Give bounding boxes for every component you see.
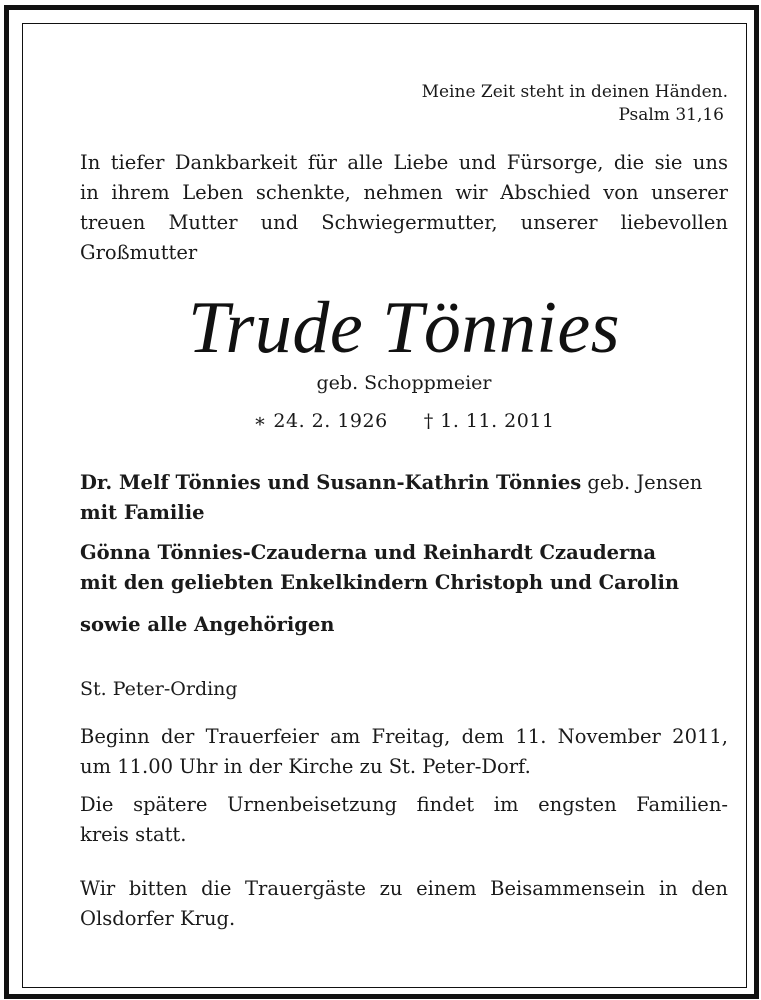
- family-maiden-1: geb. Jensen: [581, 471, 703, 494]
- family-suffix-1: mit Familie: [80, 501, 205, 524]
- family-relatives: sowie alle Angehörigen: [80, 613, 335, 636]
- verse-text: Meine Zeit steht in deinen Händen.: [421, 82, 728, 102]
- intro-line: Großmutter: [80, 241, 198, 264]
- maiden-name: geb. Schoppmeier: [316, 372, 492, 394]
- family-group-3: [80, 610, 728, 640]
- verse-reference: Psalm 31,16: [618, 105, 724, 125]
- place: St. Peter-Ording: [80, 678, 238, 700]
- family-group-2: [80, 538, 728, 598]
- gathering-info: [80, 874, 728, 934]
- intro-line: In tiefer Dankbarkeit für alle Liebe und Fürsorge, die sie uns: [80, 151, 728, 174]
- gathering-line: Wir bitten die Trauergäste zu einem Beisammensein in den: [80, 877, 728, 900]
- birth-date: ∗ 24. 2. 1926: [253, 410, 388, 432]
- service-line: Beginn der Trauerfeier am Freitag, dem 11. November 2011,: [80, 725, 728, 748]
- family-names-1: Dr. Melf Tönnies und Susann-Kathrin Tönnies: [80, 471, 582, 494]
- family-group-1: [80, 468, 728, 528]
- gathering-line: Olsdorfer Krug.: [80, 907, 236, 930]
- urn-info: [80, 790, 728, 850]
- death-date: † 1. 11. 2011: [423, 410, 555, 432]
- intro-paragraph: [80, 148, 728, 268]
- intro-line: in ihrem Leben schenkte, nehmen wir Abschied von unserer: [80, 181, 728, 204]
- life-dates: [80, 410, 728, 432]
- obituary-content: [80, 44, 728, 934]
- service-line: um 11.00 Uhr in der Kirche zu St. Peter-Dorf.: [80, 755, 531, 778]
- family-names-2: Gönna Tönnies-Czauderna und Reinhardt Czauderna: [80, 541, 657, 564]
- service-info: [80, 722, 728, 782]
- inner-border: [22, 23, 747, 988]
- family-grandchildren: mit den geliebten Enkelkindern Christoph und Carolin: [80, 571, 680, 594]
- deceased-name: Trude Tönnies: [187, 287, 621, 369]
- bible-verse: [80, 81, 728, 127]
- intro-line: treuen Mutter und Schwiegermutter, unserer liebevollen: [80, 211, 728, 234]
- urn-line: kreis statt.: [80, 823, 187, 846]
- urn-line: Die spätere Urnenbeisetzung findet im engsten Familien-: [80, 793, 728, 816]
- outer-border: [4, 5, 759, 999]
